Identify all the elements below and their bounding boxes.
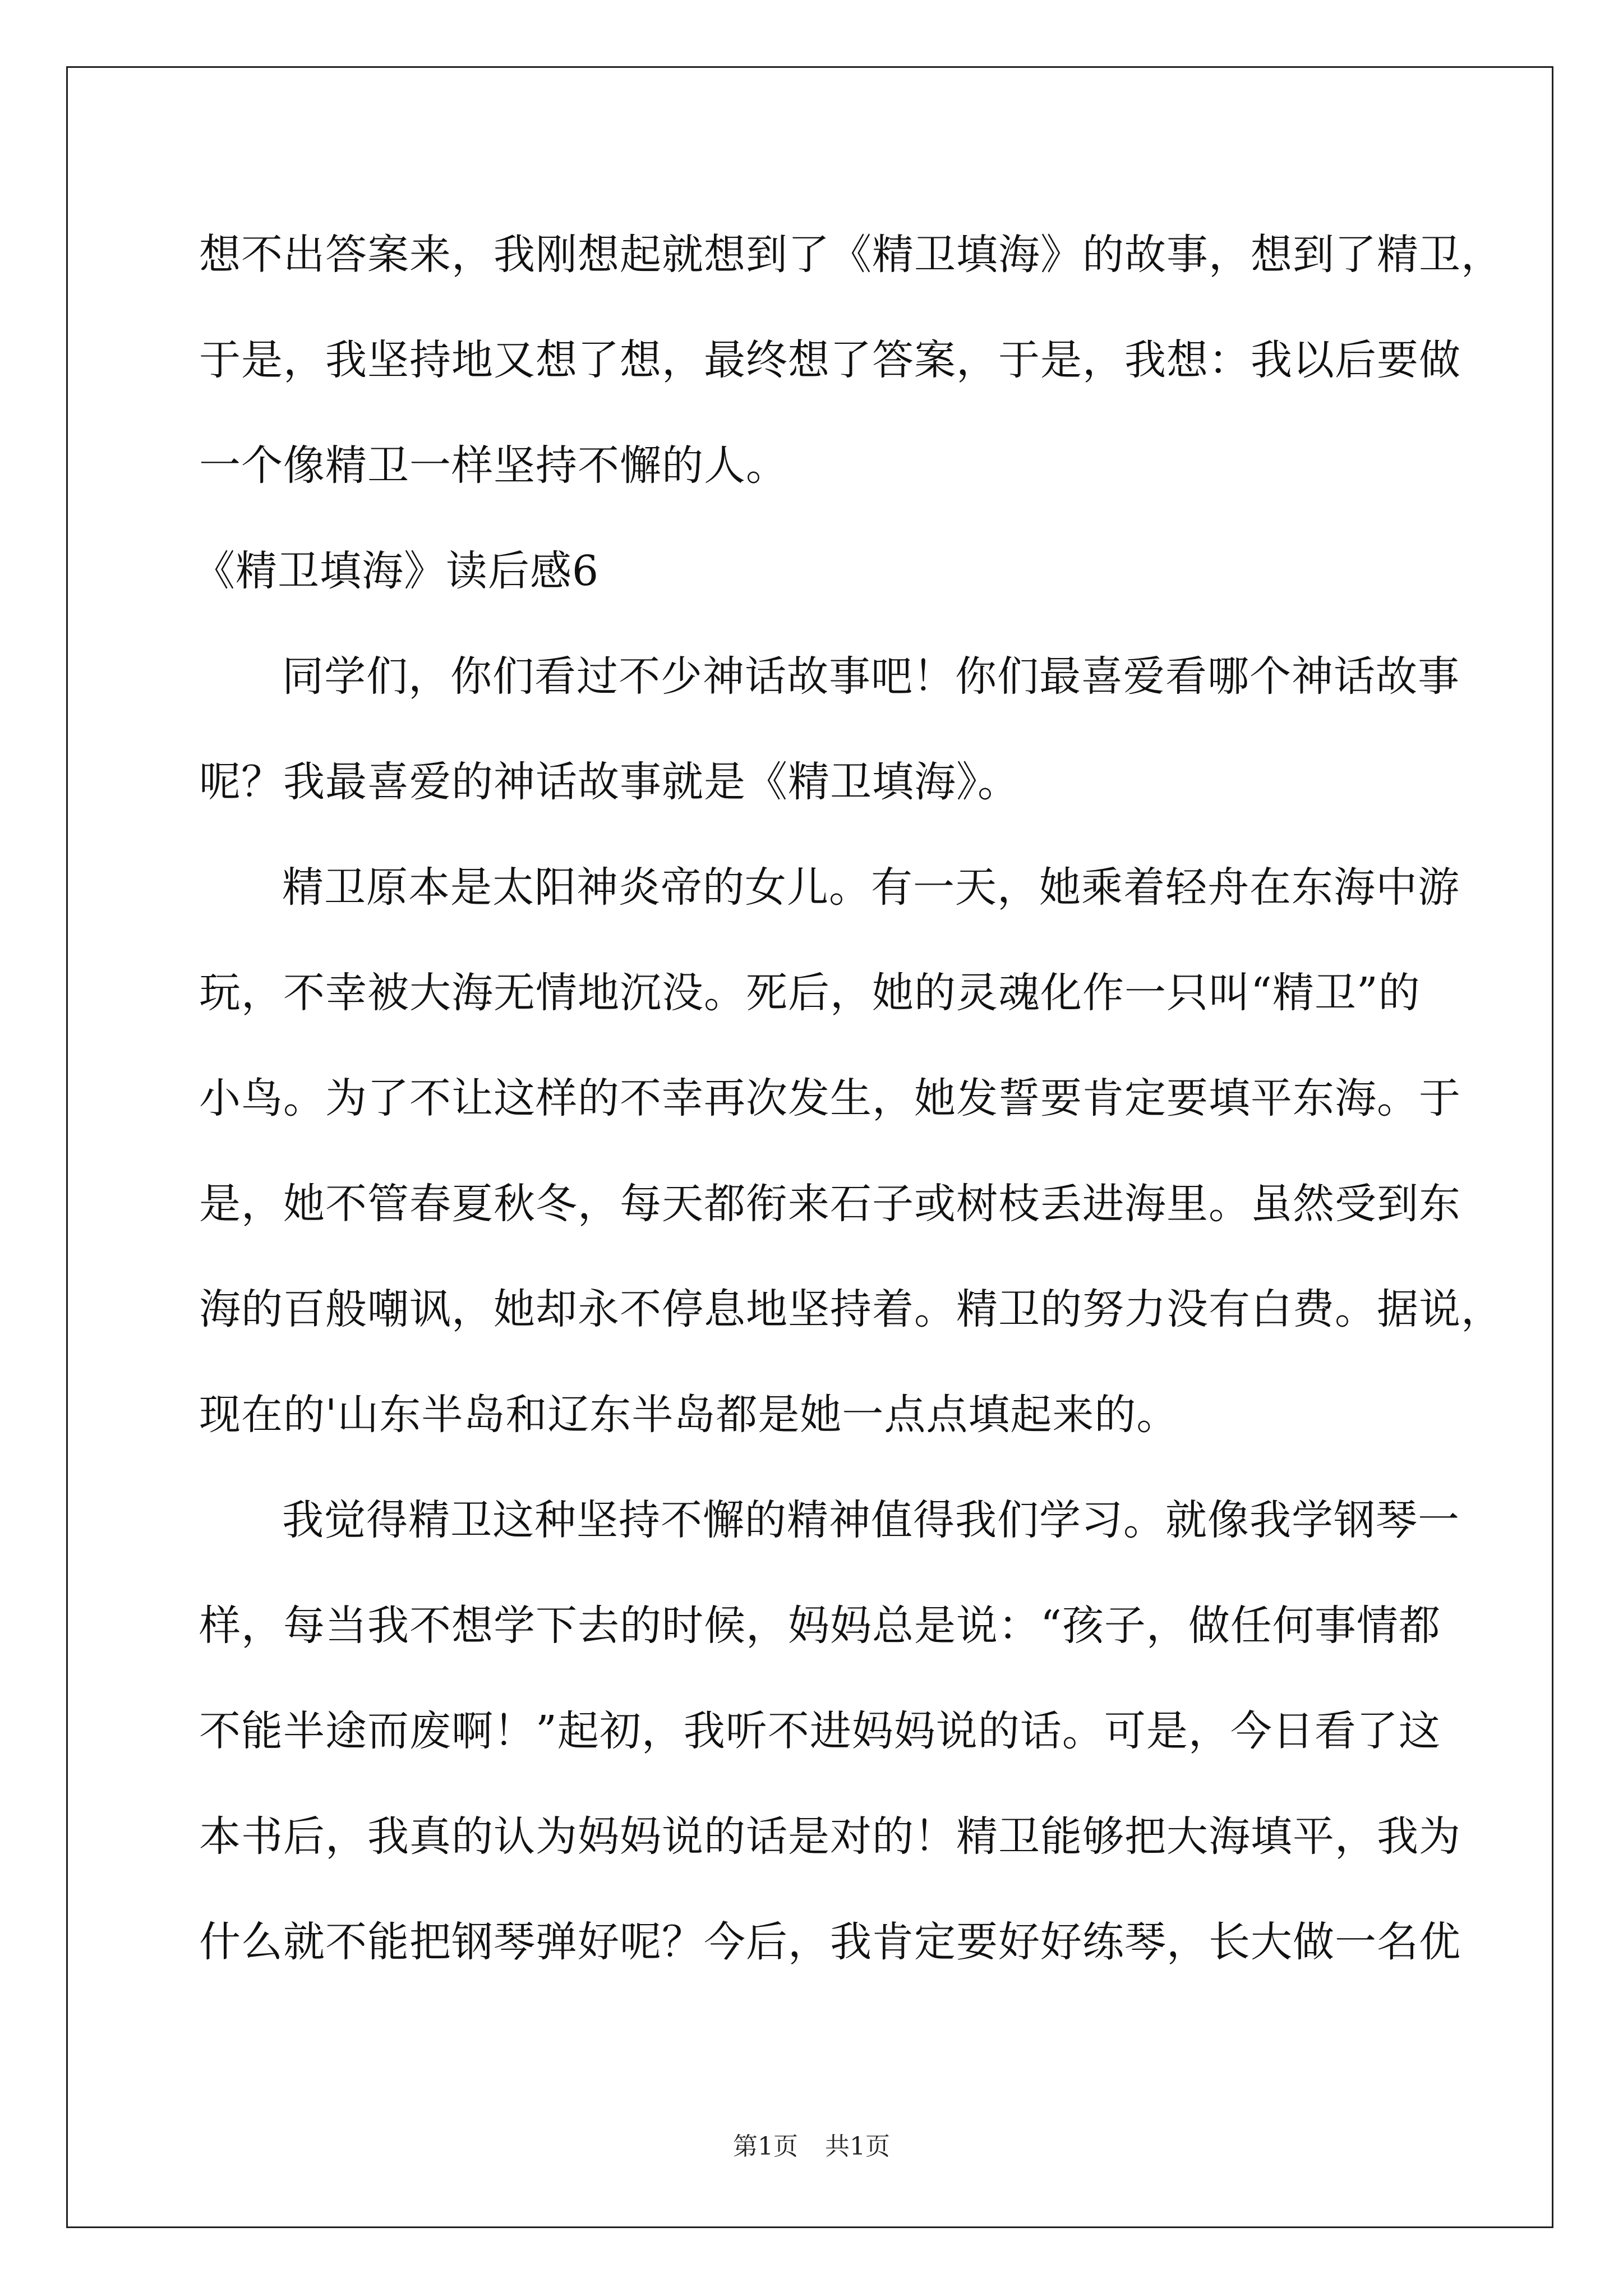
text-line: 小鸟。为了不让这样的不幸再次发生，她发誓要肯定要填平东海。于 [199,1074,1461,1122]
paragraph-first-line: 我觉得精卫这种坚持不懈的精神值得我们学习。就像我学钢琴一 [282,1496,1460,1544]
section-heading: 《精卫填海》读后感6 [193,547,600,595]
paragraph-first-line: 同学们，你们看过不少神话故事吧！你们最喜爱看哪个神话故事 [282,652,1460,701]
document-body [193,202,1503,1995]
text-line: 是，她不管春夏秋冬，每天都衔来石子或树枝丢进海里。虽然受到东 [199,1180,1461,1228]
text-line: 什么就不能把钢琴弹好呢？今后，我肯定要好好练琴，长大做一名优 [199,1918,1461,1966]
page-footer [0,2126,1623,2162]
text-line: 不能半途而废啊！”起初，我听不进妈妈说的话。可是，今日看了这 [199,1707,1441,1755]
text-line: 一个像精卫一样坚持不懈的人。 [199,441,788,490]
text-line: 现在的'山东半岛和辽东半岛都是她一点点填起来的。 [199,1391,1179,1439]
page-number: 第1页 [733,2132,798,2161]
text-line: 呢？我最喜爱的神话故事就是《精卫填海》。 [199,758,1020,806]
text-line: 玩，不幸被大海无情地沉没。死后，她的灵魂化作一只叫“精卫”的 [199,969,1421,1017]
text-line: 于是，我坚持地又想了想，最终想了答案，于是，我想：我以后要做 [199,336,1461,384]
text-line: 海的百般嘲讽，她却永不停息地坚持着。精卫的努力没有白费。据说， [199,1285,1503,1333]
text-line: 样，每当我不想学下去的时候，妈妈总是说：“孩子，做任何事情都 [199,1602,1441,1650]
text-line: 想不出答案来，我刚想起就想到了《精卫填海》的故事，想到了精卫， [199,231,1503,279]
page-total: 共1页 [825,2132,890,2161]
text-line: 本书后，我真的认为妈妈说的话是对的！精卫能够把大海填平，我为 [199,1812,1461,1861]
paragraph-first-line: 精卫原本是太阳神炎帝的女儿。有一天，她乘着轻舟在东海中游 [282,863,1460,912]
